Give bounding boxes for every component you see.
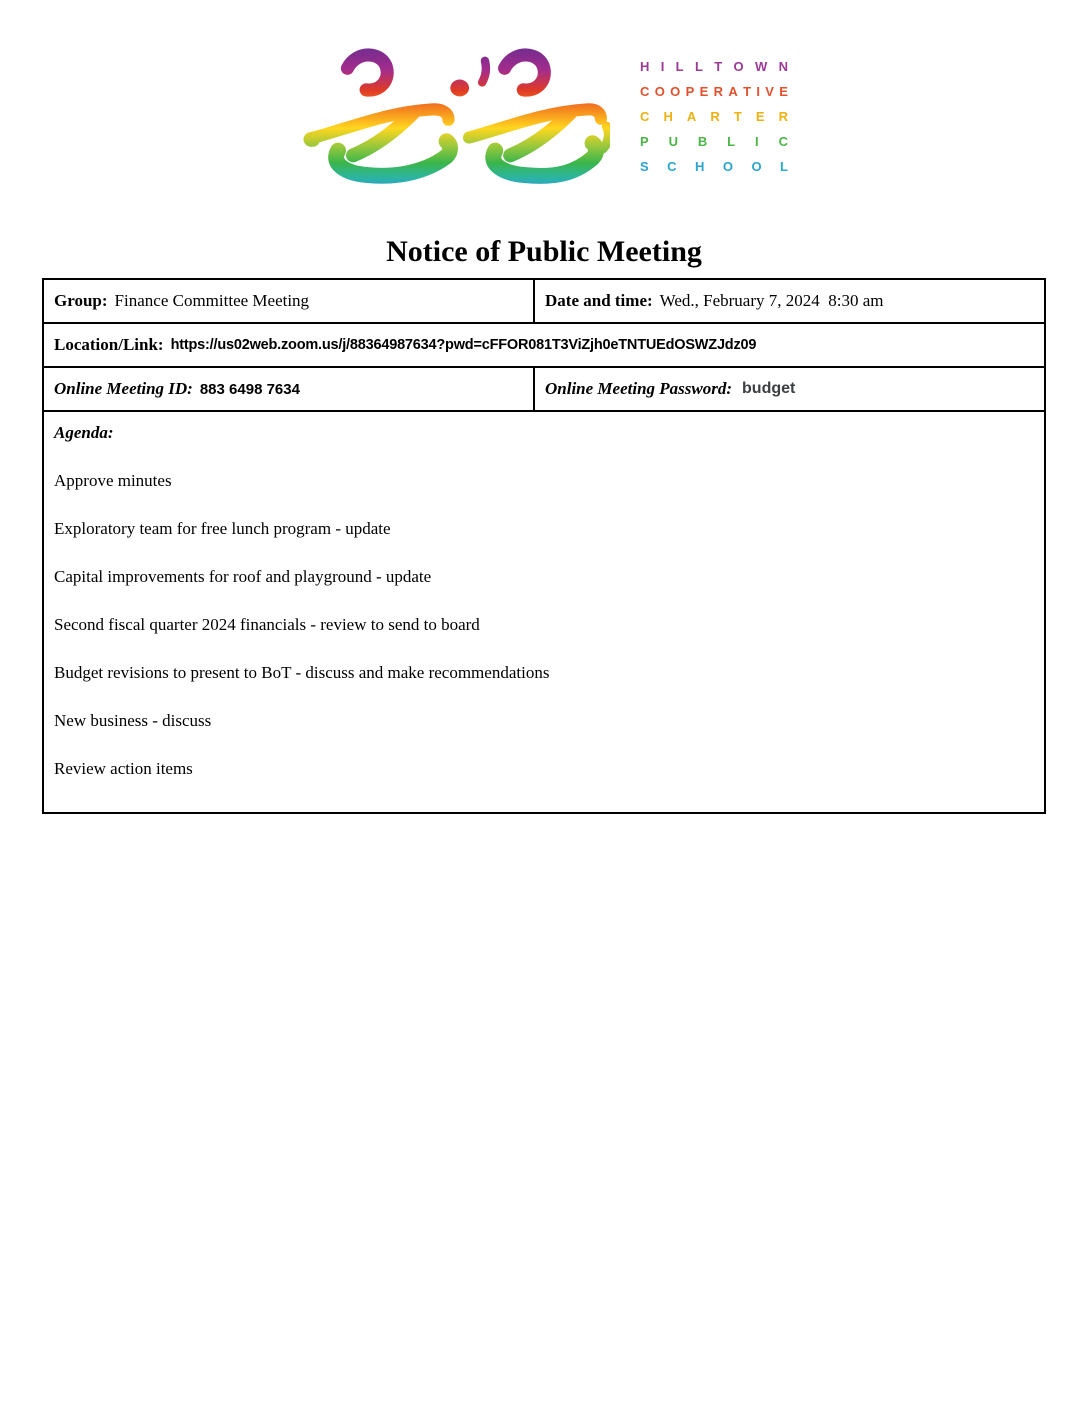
school-name-line: S C H O O L (640, 159, 788, 174)
meeting-info-table (42, 278, 1046, 814)
dancing-figures-icon (300, 44, 610, 189)
agenda-heading: Agenda: (54, 423, 114, 442)
meeting-id-label: Online Meeting ID: (54, 379, 193, 398)
datetime-label: Date and time: (545, 291, 653, 310)
table-row-location (44, 324, 1044, 368)
school-name-line: P U B L I C (640, 134, 788, 149)
meeting-link[interactable]: https://us02web.zoom.us/j/88364987634?pwd=cFFOR081T3ViZjh0eTNTUEdOSWZJdz09 (170, 337, 757, 353)
datetime-value: Wed., February 7, 2024 8:30 am (659, 291, 884, 310)
school-name-line: C O O P E R A T I V E (640, 84, 788, 99)
school-name-line: C H A R T E R (640, 109, 788, 124)
agenda-item: Second fiscal quarter 2024 financials - review to send to board (54, 615, 480, 634)
agenda-item: Approve minutes (54, 471, 172, 490)
password-cell (535, 368, 1044, 410)
school-name (640, 44, 788, 179)
agenda-section (44, 412, 1044, 812)
school-name-line: H I L L T O W N (640, 59, 788, 74)
agenda-item: New business - discuss (54, 711, 212, 730)
meeting-id-cell (44, 368, 535, 410)
password-value: budget (742, 380, 796, 397)
agenda-item: Exploratory team for free lunch program - update (54, 519, 391, 538)
group-value: Finance Committee Meeting (114, 291, 310, 310)
datetime-cell (535, 280, 1044, 322)
location-label: Location/Link: (54, 335, 164, 354)
location-cell (44, 324, 1044, 366)
page-title: Notice of Public Meeting (386, 235, 702, 268)
group-label: Group: (54, 291, 108, 310)
agenda-item: Review action items (54, 759, 193, 778)
school-logo (0, 0, 1088, 189)
table-row-group-date (44, 280, 1044, 324)
password-label: Online Meeting Password: (545, 379, 733, 398)
agenda-item: Budget revisions to present to BoT - discuss and make recommendations (54, 663, 550, 682)
agenda-items (54, 470, 1034, 780)
table-row-meeting-id-password (44, 368, 1044, 412)
group-cell (44, 280, 535, 322)
meeting-id-value: 883 6498 7634 (199, 380, 300, 398)
agenda-item: Capital improvements for roof and playground - update (54, 567, 432, 586)
